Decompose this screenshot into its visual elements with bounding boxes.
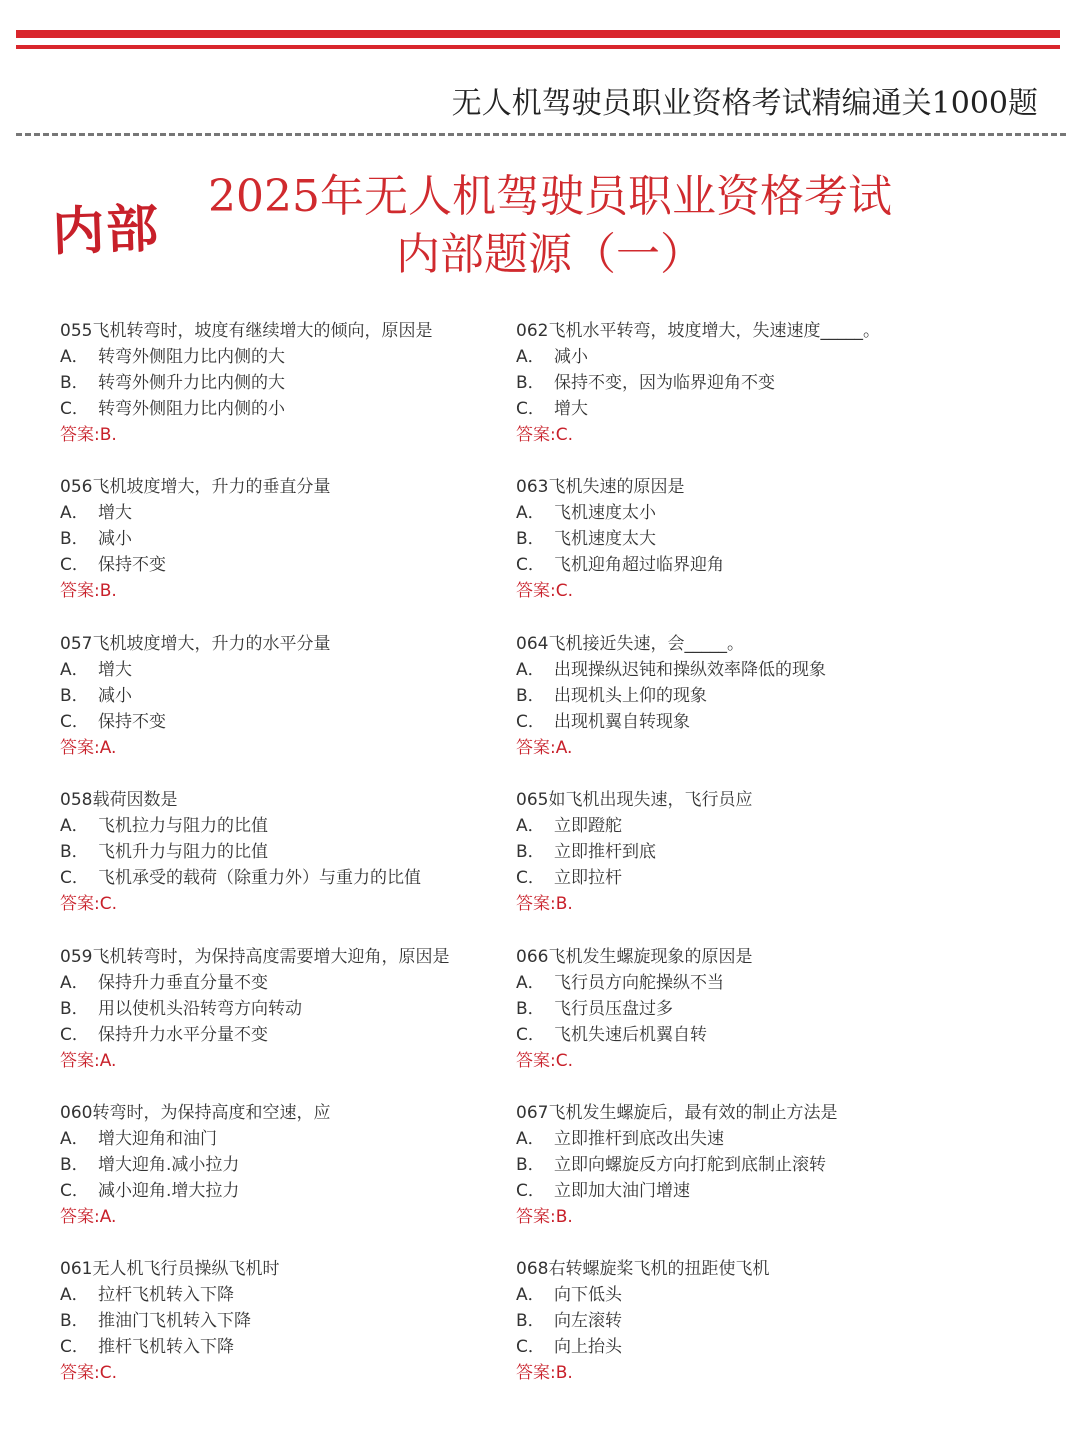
answer-option: [516, 1022, 976, 1048]
option-text: 立即向螺旋反方向打舵到底制止滚转: [554, 1154, 826, 1175]
question-block: [60, 474, 520, 630]
answer-option: [516, 1282, 976, 1308]
question-stem: 059飞机转弯时，为保持高度需要增大迎角，原因是: [60, 946, 450, 967]
answer-option: [516, 970, 976, 996]
option-letter: C．: [60, 399, 89, 419]
answer-option: [516, 683, 976, 709]
option-letter: A．: [516, 503, 545, 524]
answer-option: [60, 683, 520, 709]
answer-option: [60, 970, 520, 996]
answer-option: [60, 344, 520, 370]
answer-option: [516, 526, 976, 552]
question-block: [516, 631, 976, 787]
option-text: 推杆飞机转入下降: [98, 1337, 234, 1358]
answer-option: [516, 657, 976, 683]
answer-key: 答案:C.: [60, 894, 118, 915]
answer-key: 答案:B.: [60, 581, 117, 602]
answer-option: [516, 865, 976, 891]
answer-option: [516, 1334, 976, 1360]
option-text: 增大: [98, 659, 132, 680]
option-letter: B．: [516, 1311, 545, 1332]
answer-key: 答案:A.: [516, 737, 573, 758]
option-letter: B．: [60, 1154, 89, 1175]
option-letter: B．: [60, 529, 89, 550]
question-block: [516, 318, 976, 474]
option-text: 立即蹬舵: [554, 816, 622, 837]
option-letter: A．: [60, 972, 89, 993]
option-text: 增大: [554, 399, 588, 419]
option-text: 飞机失速后机翼自转: [554, 1024, 707, 1045]
main-title-line2: 内部题源（一）: [396, 229, 704, 280]
answer-key: 答案:B.: [516, 1206, 573, 1227]
option-text: 保持不变，因为临界迎角不变: [554, 373, 775, 393]
question-block: [516, 944, 976, 1100]
answer-option: [60, 709, 520, 735]
question-stem: 055飞机转弯时，坡度有继续增大的倾向，原因是: [60, 321, 433, 341]
answer-option: [516, 344, 976, 370]
option-text: 飞机承受的载荷（除重力外）与重力的比值: [98, 868, 421, 889]
answer-option: [60, 370, 520, 396]
option-letter: A．: [516, 347, 545, 367]
answer-option: [60, 1282, 520, 1308]
option-text: 增大迎角.减小拉力: [98, 1154, 240, 1175]
question-block: [60, 318, 520, 474]
question-stem: 056飞机坡度增大，升力的垂直分量: [60, 477, 331, 498]
right-question-column: [516, 318, 976, 1413]
option-letter: A．: [60, 816, 89, 837]
option-letter: B．: [60, 685, 89, 706]
option-letter: C．: [60, 868, 89, 889]
internal-stamp: 内部: [51, 198, 162, 263]
option-letter: C．: [516, 711, 545, 732]
answer-option: [60, 1308, 520, 1334]
answer-option: [60, 396, 520, 422]
option-letter: C．: [60, 555, 89, 576]
question-stem: 057飞机坡度增大，升力的水平分量: [60, 633, 331, 654]
answer-option: [60, 1334, 520, 1360]
option-text: 减小: [98, 529, 132, 550]
question-block: [60, 944, 520, 1100]
answer-key: 答案:A.: [60, 1050, 117, 1071]
answer-option: [60, 996, 520, 1022]
option-text: 转弯外侧升力比内侧的大: [98, 373, 285, 393]
answer-key: 答案:C.: [516, 581, 574, 602]
question-stem: 066飞机发生螺旋现象的原因是: [516, 946, 753, 967]
option-text: 出现机翼自转现象: [554, 711, 690, 732]
option-text: 立即推杆到底改出失速: [554, 1128, 724, 1149]
answer-option: [516, 370, 976, 396]
header-title: 无人机驾驶员职业资格考试精编通关1000题: [451, 86, 1038, 121]
question-block: [60, 1100, 520, 1256]
option-text: 向上抬头: [554, 1337, 622, 1358]
option-text: 飞机拉力与阻力的比值: [98, 816, 268, 837]
question-block: [60, 1256, 520, 1412]
option-text: 立即推杆到底: [554, 842, 656, 863]
option-letter: B．: [60, 1311, 89, 1332]
option-text: 向左滚转: [554, 1311, 622, 1332]
answer-key: 答案:C.: [60, 1363, 118, 1384]
answer-key: 答案:C.: [516, 425, 574, 445]
left-question-column: [60, 318, 520, 1413]
answer-key: 答案:B.: [516, 1363, 573, 1384]
option-letter: B．: [516, 998, 545, 1019]
option-letter: A．: [516, 659, 545, 680]
option-letter: B．: [516, 1154, 545, 1175]
dashed-divider: [16, 133, 1066, 136]
option-text: 飞行员方向舵操纵不当: [554, 972, 724, 993]
answer-option: [516, 813, 976, 839]
top-red-bar: [16, 30, 1060, 38]
option-text: 减小: [554, 347, 588, 367]
option-letter: C．: [60, 1337, 89, 1358]
question-stem: 058载荷因数是: [60, 790, 178, 811]
question-block: [60, 631, 520, 787]
question-stem: 062飞机水平转弯，坡度增大，失速速度_____。: [516, 321, 880, 341]
option-letter: B．: [60, 373, 89, 393]
option-text: 转弯外侧阻力比内侧的大: [98, 347, 285, 367]
option-text: 用以使机头沿转弯方向转动: [98, 998, 302, 1019]
option-letter: A．: [60, 347, 89, 367]
option-letter: A．: [516, 1285, 545, 1306]
answer-key: 答案:B.: [516, 894, 573, 915]
option-letter: B．: [60, 998, 89, 1019]
answer-option: [60, 657, 520, 683]
answer-option: [60, 1126, 520, 1152]
option-text: 增大: [98, 503, 132, 524]
answer-option: [516, 1152, 976, 1178]
answer-option: [516, 839, 976, 865]
answer-key: 答案:C.: [516, 1050, 574, 1071]
option-letter: A．: [60, 659, 89, 680]
answer-option: [60, 1022, 520, 1048]
answer-option: [60, 526, 520, 552]
option-letter: C．: [60, 711, 89, 732]
option-text: 向下低头: [554, 1285, 622, 1306]
answer-option: [516, 1308, 976, 1334]
option-letter: B．: [60, 842, 89, 863]
answer-option: [60, 552, 520, 578]
question-block: [516, 1100, 976, 1256]
option-text: 出现机头上仰的现象: [554, 685, 707, 706]
option-letter: A．: [516, 972, 545, 993]
question-stem: 065如飞机出现失速，飞行员应: [516, 790, 753, 811]
option-text: 保持升力垂直分量不变: [98, 972, 268, 993]
question-stem: 063飞机失速的原因是: [516, 477, 685, 498]
option-letter: A．: [516, 816, 545, 837]
answer-key: 答案:B.: [60, 425, 117, 445]
option-text: 立即加大油门增速: [554, 1180, 690, 1201]
question-block: [60, 787, 520, 943]
option-text: 增大迎角和油门: [98, 1128, 217, 1149]
question-block: [516, 474, 976, 630]
question-block: [516, 787, 976, 943]
option-letter: B．: [516, 373, 545, 393]
option-text: 保持不变: [98, 711, 166, 732]
option-letter: B．: [516, 529, 545, 550]
option-text: 保持不变: [98, 555, 166, 576]
option-letter: A．: [60, 503, 89, 524]
option-letter: C．: [60, 1180, 89, 1201]
option-text: 转弯外侧阻力比内侧的小: [98, 399, 285, 419]
question-stem: 061无人机飞行员操纵飞机时: [60, 1259, 280, 1280]
option-letter: C．: [516, 555, 545, 576]
option-text: 推油门飞机转入下降: [98, 1311, 251, 1332]
question-stem: 068右转螺旋桨飞机的扭距使飞机: [516, 1259, 770, 1280]
answer-option: [60, 1178, 520, 1204]
option-letter: C．: [516, 1024, 545, 1045]
answer-option: [60, 865, 520, 891]
answer-option: [516, 500, 976, 526]
answer-option: [516, 552, 976, 578]
answer-option: [516, 396, 976, 422]
question-stem: 060转弯时，为保持高度和空速，应: [60, 1102, 331, 1123]
top-red-thin-bar: [16, 45, 1060, 49]
option-letter: C．: [516, 399, 545, 419]
option-letter: B．: [516, 842, 545, 863]
main-title-line1: 2025年无人机驾驶员职业资格考试: [208, 171, 892, 222]
option-text: 减小: [98, 685, 132, 706]
question-block: [516, 1256, 976, 1412]
option-text: 飞机速度太小: [554, 503, 656, 524]
answer-key: 答案:A.: [60, 1206, 117, 1227]
option-text: 飞机速度太大: [554, 529, 656, 550]
option-text: 飞行员压盘过多: [554, 998, 673, 1019]
option-letter: C．: [516, 868, 545, 889]
option-letter: A．: [60, 1285, 89, 1306]
option-text: 飞机升力与阻力的比值: [98, 842, 268, 863]
option-text: 飞机迎角超过临界迎角: [554, 555, 724, 576]
option-text: 减小迎角.增大拉力: [98, 1180, 240, 1201]
main-title: [190, 168, 910, 284]
answer-option: [516, 996, 976, 1022]
option-letter: C．: [516, 1180, 545, 1201]
answer-option: [516, 1178, 976, 1204]
answer-key: 答案:A.: [60, 737, 117, 758]
option-text: 出现操纵迟钝和操纵效率降低的现象: [554, 659, 826, 680]
option-letter: C．: [516, 1337, 545, 1358]
answer-option: [60, 813, 520, 839]
answer-option: [60, 1152, 520, 1178]
answer-option: [516, 709, 976, 735]
answer-option: [516, 1126, 976, 1152]
option-letter: A．: [516, 1128, 545, 1149]
answer-option: [60, 500, 520, 526]
option-text: 立即拉杆: [554, 868, 622, 889]
option-text: 拉杆飞机转入下降: [98, 1285, 234, 1306]
question-stem: 064飞机接近失速，会_____。: [516, 633, 744, 654]
option-letter: C．: [60, 1024, 89, 1045]
option-text: 保持升力水平分量不变: [98, 1024, 268, 1045]
answer-option: [60, 839, 520, 865]
question-stem: 067飞机发生螺旋后，最有效的制止方法是: [516, 1102, 838, 1123]
option-letter: B．: [516, 685, 545, 706]
option-letter: A．: [60, 1128, 89, 1149]
